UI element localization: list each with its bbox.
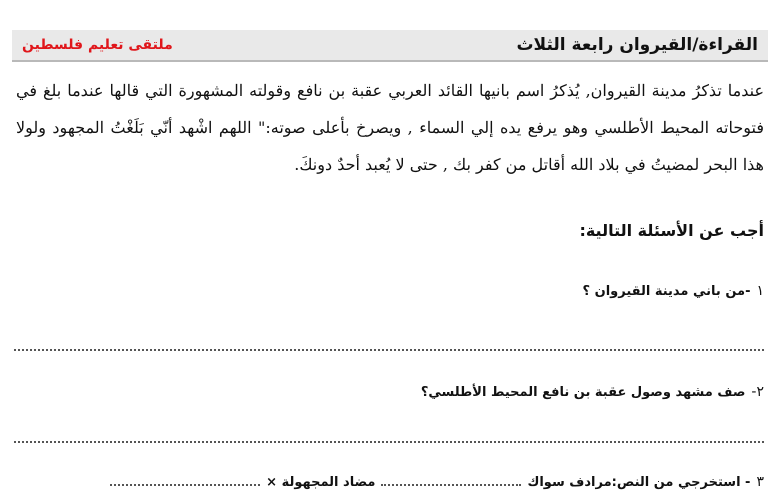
question-3: [110, 474, 764, 490]
answer-line-2[interactable]: [14, 441, 764, 443]
question-part-antonym: مضاد المجهولة ×: [266, 475, 376, 490]
lesson-title: القراءة/القيروان رابعة الثلاث: [516, 35, 758, 55]
question-number: ٢-: [751, 384, 764, 400]
question-number: ٣: [756, 474, 764, 490]
questions-heading: أجب عن الأسئلة التالية:: [579, 221, 764, 240]
header-bar: [12, 30, 768, 62]
answer-blank-synonym[interactable]: [381, 484, 521, 486]
worksheet-page: [12, 0, 768, 500]
question-text: - استخرجي من النص:مرادف سواك: [527, 475, 751, 490]
reading-passage: عندما تذكرُ مدينة القيروان, يُذكرُ اسم بانيها القائد العربي عقبة بن نافع وقولته المشهورة التي قالها عندما بلغ في فتوحاته المحيط الأطلسي وهو يرفع يده إلي السماء , ويصرخ بأعلى صوته:" اللهم اشْهد أنّي بَلَغْتُ المجهود ولولا هذا البحر لمضيتُ في بلاد الله أقاتل من كفر بك , حتى لا يُعبد أحدٌ دونكَ.: [16, 81, 765, 174]
question-1: [583, 283, 764, 299]
answer-line-1[interactable]: [14, 349, 764, 351]
question-2: [421, 384, 764, 400]
question-text: صف مشهد وصول عقبة بن نافع المحيط الأطلسي؟: [420, 385, 746, 400]
question-number: ١: [756, 283, 764, 299]
answer-blank-antonym[interactable]: [110, 484, 260, 486]
brand-label: ملتقى تعليم فلسطين: [22, 37, 173, 53]
question-text: -من باني مدينة القيروان ؟: [582, 284, 751, 299]
